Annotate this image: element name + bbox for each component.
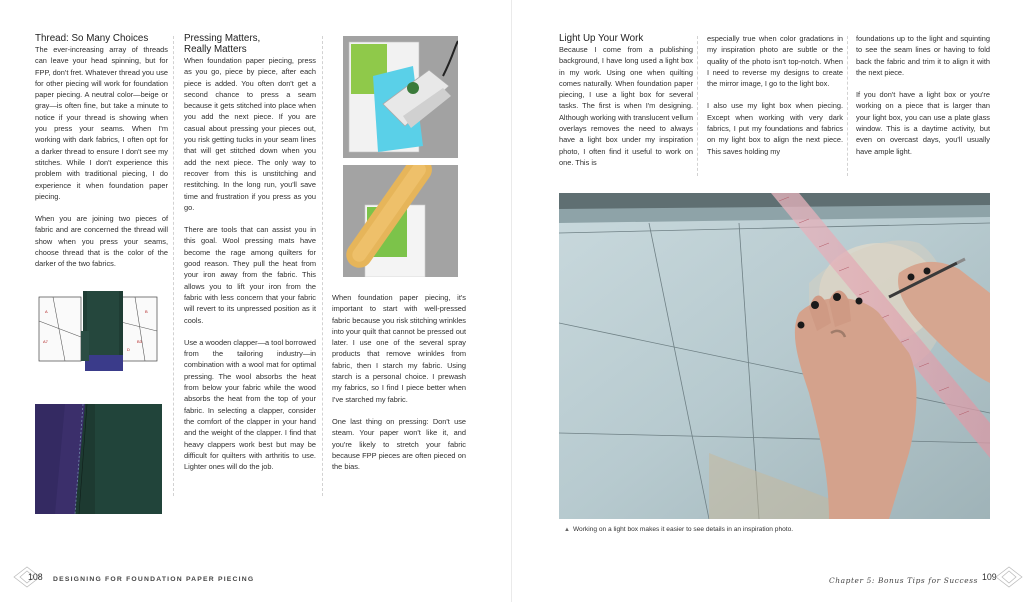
decorative-leaf-icon <box>994 565 1024 589</box>
fabric-stitching-photo <box>35 404 162 514</box>
diagram-label-b: B <box>145 309 148 314</box>
photo-caption <box>564 526 793 533</box>
paragraph: especially true when color gradations in my inspiration photo are subtle or the quality of the photo isn't top-notch. When I need to reverse my designs to create the mirror image, I go to the light box. <box>707 34 843 89</box>
paragraph: One last thing on pressing: Don't use steam. Your paper won't like it, and you're likely to stretch your fabric because FPP pieces are often pieced on the bias. <box>332 416 466 472</box>
right-column-2 <box>707 33 843 168</box>
paragraph: When you are joining two pieces of fabric and are concerned the thread will show when you press your seams, choose thread that is the color of the darker of the two fabrics. <box>35 214 168 269</box>
paragraph: Because I come from a publishing background, I have long used a light box in my work. Using one when quilting comes naturally. When foundation paper piecing, I use a light box for several tasks. The first is when I'm designing. Although working with translucent vellum overlays removes the need to always have a light box under my inspiration photo, I often find it useful to work on one. This is <box>559 45 693 167</box>
left-column-2 <box>184 33 316 483</box>
left-column-3 <box>332 292 466 483</box>
iron-on-wool-mat-photo <box>343 36 458 158</box>
running-head-right: Chapter 5: Bonus Tips for Success <box>829 576 978 585</box>
paragraph: Use a wooden clapper—a tool borrowed from the tailoring industry—in combination with a wool mat for optimal pressing. The wool absorbs the heat from below your fabric while the wood absorbs the heat from the top of your fabric. In selecting a clapper, consider the comfort of the clapper in your hand and the weight of the clapper. I find that heavy clappers work best but may be difficult for quilters with arthritis to use. Lighter ones will do the job. <box>184 337 316 472</box>
paragraph: There are tools that can assist you in this goal. Wool pressing mats have become the rage among quilters for good reason. They pull the heat from your iron away from the fabric. This allows you to lift your iron from the fabric with less concern that your fabric will revert to its unpressed position as it cools. <box>184 225 316 325</box>
section-heading-light: Light Up Your Work <box>559 33 644 44</box>
heading-line: Really Matters <box>184 44 247 55</box>
page-number-right: 109 <box>982 572 997 582</box>
paragraph: I also use my light box when piecing. Except when working with very dark fabrics, I put my foundations and fabrics on my light box to align the next piece. This saves holding my <box>707 101 843 156</box>
left-column-1 <box>35 33 168 281</box>
right-page <box>512 0 1024 602</box>
diagram-label-d: D <box>127 347 130 352</box>
section-heading-thread: Thread: So Many Choices <box>35 33 149 44</box>
paragraph: The ever-increasing array of threads can leave your head spinning, but for FPP, don't fret. Whatever thread you use for other piecing will work for foundation paper piecing. A neutral color—beige or gray—is often fine, but take a minute to notice if your thread is showing when you press your seams. When I'm working with dark fabrics, I often opt for a darker thread to ensure I don't see my stitches. While I don't experience this problem with traditional piecing, I do experience it when foundation paper piecing. <box>35 45 168 201</box>
caption-arrow-icon: ▲ <box>564 527 570 533</box>
paragraph: When foundation paper piecing, it's important to start with well-pressed fabric because you risk stitching wrinkles into your quilt that cannot be pressed out later. I use one of the several spray products that remove wrinkles from fabric, then I starch my fabric. Using starch is a personal choice. I prewash my fabrics, so I find I piece better when I've starched my fabric. <box>332 293 466 404</box>
heading-line: Pressing Matters, <box>184 33 261 44</box>
column-divider <box>697 36 698 176</box>
diagram-label-b3: B3 <box>137 339 142 344</box>
caption-text: Working on a light box makes it easier to see details in an inspiration photo. <box>572 526 794 533</box>
foundation-pattern-photo <box>35 291 160 371</box>
light-box-photo <box>559 193 990 519</box>
diagram-label-a7: A7 <box>43 339 48 344</box>
paragraph: When foundation paper piecing, press as you go, piece by piece, after each piece is added. You often don't get a second chance to press a seam because it gets stitched into place when you add the next piece. If you are casual about pressing your pieces out, you risk getting tucks in your seam lines that will get stitched down when you add the next piece. The only way to recover from this is unstitching and restitching. In the long run, you'll save time and frustration if you press as you go. <box>184 56 316 212</box>
page-number-left: 108 <box>28 572 43 582</box>
running-head-left: DESIGNING FOR FOUNDATION PAPER PIECING <box>53 576 255 583</box>
paragraph: If you don't have a light box or you're working on a piece that is larger than your light box, you can use a plate glass window. This is a daytime activity, but even on overcast days, you'll usually have ample light. <box>856 90 990 156</box>
right-column-1 <box>559 33 693 179</box>
column-divider <box>847 36 848 176</box>
section-heading-pressing <box>184 33 316 55</box>
paragraph: foundations up to the light and squinting to see the seam lines or having to fold back the fabric and trim it to align it with the next piece. <box>856 34 990 77</box>
column-divider <box>173 36 174 496</box>
right-column-3 <box>856 33 990 168</box>
column-divider <box>322 36 323 496</box>
wooden-clapper-photo <box>343 165 458 277</box>
diagram-label-a: A <box>45 309 48 314</box>
